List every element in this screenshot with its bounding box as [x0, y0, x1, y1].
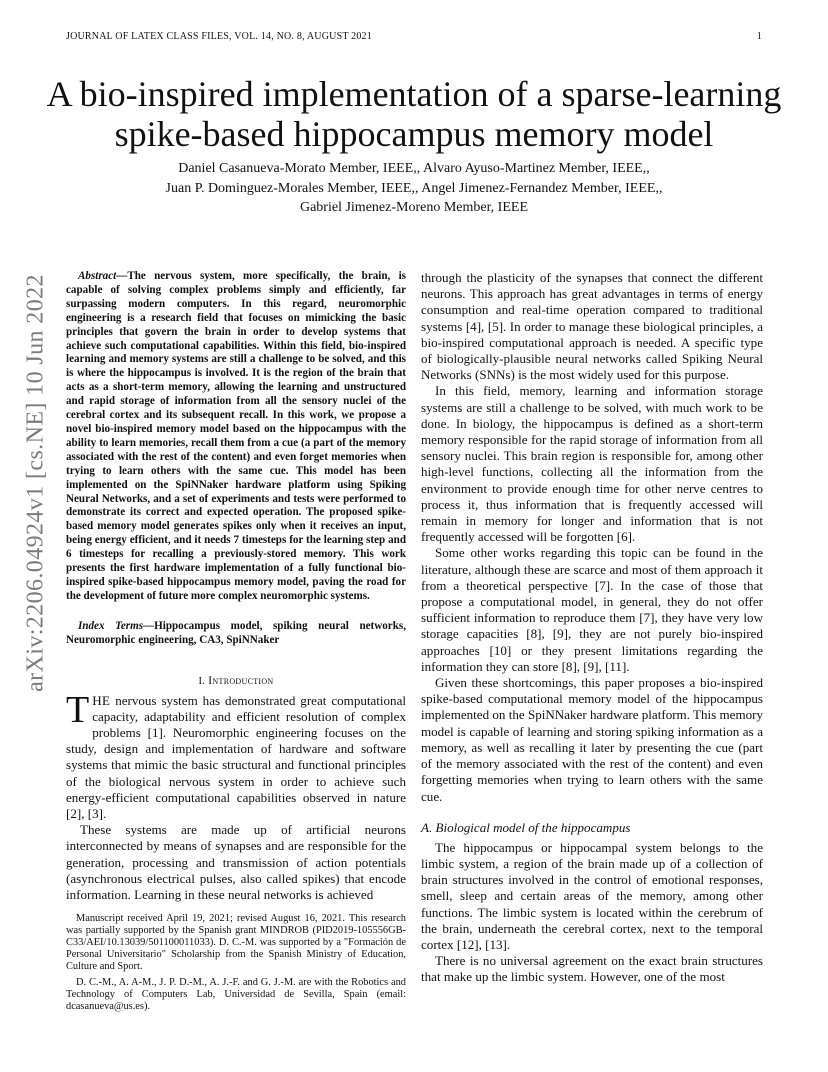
author-line: Gabriel Jimenez-Moreno Member, IEEE [299, 200, 529, 215]
paper-title: A bio-inspired implementation of a sparse-learning spike-based hippocampus memory model [46, 74, 782, 154]
author-line: Daniel Casanueva-Morato Member, IEEE,, Alvaro Ayuso-Martinez Member, IEEE,, [178, 161, 650, 176]
abstract [66, 270, 406, 604]
author-line: Juan P. Dominguez-Morales Member, IEEE,, Angel Jimenez-Fernandez Member, IEEE,, [165, 180, 663, 196]
abstract-label: Abstract [78, 270, 117, 282]
footnotes [66, 913, 406, 1013]
paragraph: In this field, memory, learning and information storage systems are still a challenge to be solved, with much work to be done. In biology, the hippocampus is defined as a short-term memory responsible for the rapid storage of information from all sensory nuclei. This brain region is responsible for, among other high-level functions, collecting all the information from the environment to provide enough time for other nerve centres to process it, thus information that is frequently accessed will remain in memory for longer and information that is not frequently accessed will be forgotten [6]. [421, 383, 763, 545]
paragraph: Given these shortcomings, this paper proposes a bio-inspired spike-based computational memory model of the hippocampus implemented on the SpiNNaker hardware platform. This memory model is capable of learning and storing spiking information as a memory, as well as recalling it later by presenting the cue (part of the memory associated with the rest of the content) and even forgetting memories when trying to learn others with the same cue. [421, 675, 763, 804]
journal-name: JOURNAL OF LATEX CLASS FILES, VOL. 14, NO. 8, AUGUST 2021 [66, 31, 372, 42]
intro-paragraph-1 [66, 688, 406, 823]
footnote: Manuscript received April 19, 2021; revised August 16, 2021. This research was partially supported by the Spanish grant MINDROB (PID2019-105556GB-C33/AEI/10.13039/501100011033). D. C.-M. was supported by a "Formación de Personal Universitario" Scholarship from the Spanish Ministry of Education, Culture and Sport. [66, 913, 406, 972]
intro-paragraph-2: These systems are made up of artificial neurons interconnected by means of synapses and are responsible for the generation, processing and transmission of action potentials (asynchronous electrical pulses, also called spikes) that encode information. Learning in these neural networks is achieved [66, 822, 406, 902]
section-heading-introduction [66, 673, 406, 688]
index-terms-label: Index Terms [78, 619, 144, 632]
abstract-text: —The nervous system, more specifically, the brain, is capable of solving complex problems simply and efficiently, far surpassing modern computers. In this regard, neuromorphic engineering is a research field that focuses on mimicking the basic principles that govern the brain in order to develop systems that achieve such computational capabilities. Within this field, bio-inspired learning and memory systems are still a challenge to be solved, and this is where the hippocampus is involved. It is the region of the brain that acts as a short-term memory, allowing the learning and unstructured and rapid storage of information from all the sensory nuclei of the cerebral cortex and its subsequent recall. In this work, we propose a novel bio-inspired memory model based on the hippocampus with the ability to learn memories, recall them from a cue (a part of the memory associated with the rest of the content) and even forget memories when trying to learn others with the same cue. This model has been implemented on the SpiNNaker hardware platform using Spiking Neural Networks, and a set of experiments and tests were performed to demonstrate its correct and expected operation. The proposed spike-based memory model generates spikes only when it receives an input, being energy efficient, and it needs 7 timesteps for the learning step and 6 timesteps for recalling a previously-stored memory. This work presents the first hardware implementation of a fully functional bio-inspired spike-based hippocampus memory model, paving the road for the development of future more complex neuromorphic systems. [66, 270, 406, 602]
intro-p1-text: nervous system has demonstrated great computational capacity, adaptability and efficient resolution of complex problems [1]. Neuromorphic engineering focuses on the study, design and implementation of hardware and software systems that mimic the basic structural and functional principles of the biological nervous system in order to achieve such energy-efficient computational capabilities observed in nature [2], [3]. [66, 692, 406, 821]
subsection-heading: A. Biological model of the hippocampus [421, 819, 631, 835]
index-terms-text: —Hippocampus model, spiking neural networks, Neuromorphic engineering, CA3, SpiNNaker [66, 619, 406, 646]
index-terms [66, 620, 406, 648]
author-list [60, 159, 768, 218]
footnote: D. C.-M., A. A-M., J. P. D.-M., A. J.-F. and G. J.-M. are with the Robotics and Technology of Computers Lab, Universidad de Sevilla, Spain (email: dcasanueva@us.es). [66, 977, 406, 1012]
arxiv-stamp-text: arXiv:2206.04924v1 [cs.NE] 10 Jun 2022 [22, 274, 49, 692]
intro-caps: HE [92, 692, 111, 708]
arxiv-stamp [18, 274, 54, 692]
paragraph: The hippocampus or hippocampal system belongs to the limbic system, a region of the brain made up of a collection of brain structures involved in the control of emotional responses, smell, sleep and certain areas of the memory, among other functions. The limbic system is located within the cerebrum of the brain, underneath the cerebral cortex, next to the temporal cortex [12], [13]. [421, 839, 763, 952]
paragraph: There is no universal agreement on the exact brain structures that make up the limbic system. However, one of the most [421, 953, 763, 985]
section-number: I. [198, 675, 209, 687]
left-column [66, 270, 406, 903]
drop-cap: T [66, 688, 90, 731]
section-title: Introduction [208, 672, 274, 687]
page-number: 1 [756, 31, 762, 42]
paragraph: Some other works regarding this topic can be found in the literature, although these are scarce and most of them approach it from a theoretical perspective [7]. In the case of those that propose a computational model, in general, they do not offer sufficient information to reproduce them [7], they have very low storage capacities [8], [9], they are not purely bio-inspired approaches [10] or they present limitations regarding the information they can store [8], [9], [11]. [421, 545, 763, 674]
paragraph: through the plasticity of the synapses that connect the different neurons. This approach has great advantages in terms of energy consumption and real-time operation compared to traditional systems [4], [5]. In order to manage these biological principles, a bio-inspired computational approach is needed. A specific type of biologically-plausible neural networks called Spiking Neural Networks (SNNs) is the most widely used for this purpose. [421, 270, 763, 383]
running-header [66, 31, 762, 42]
right-column [421, 270, 763, 986]
